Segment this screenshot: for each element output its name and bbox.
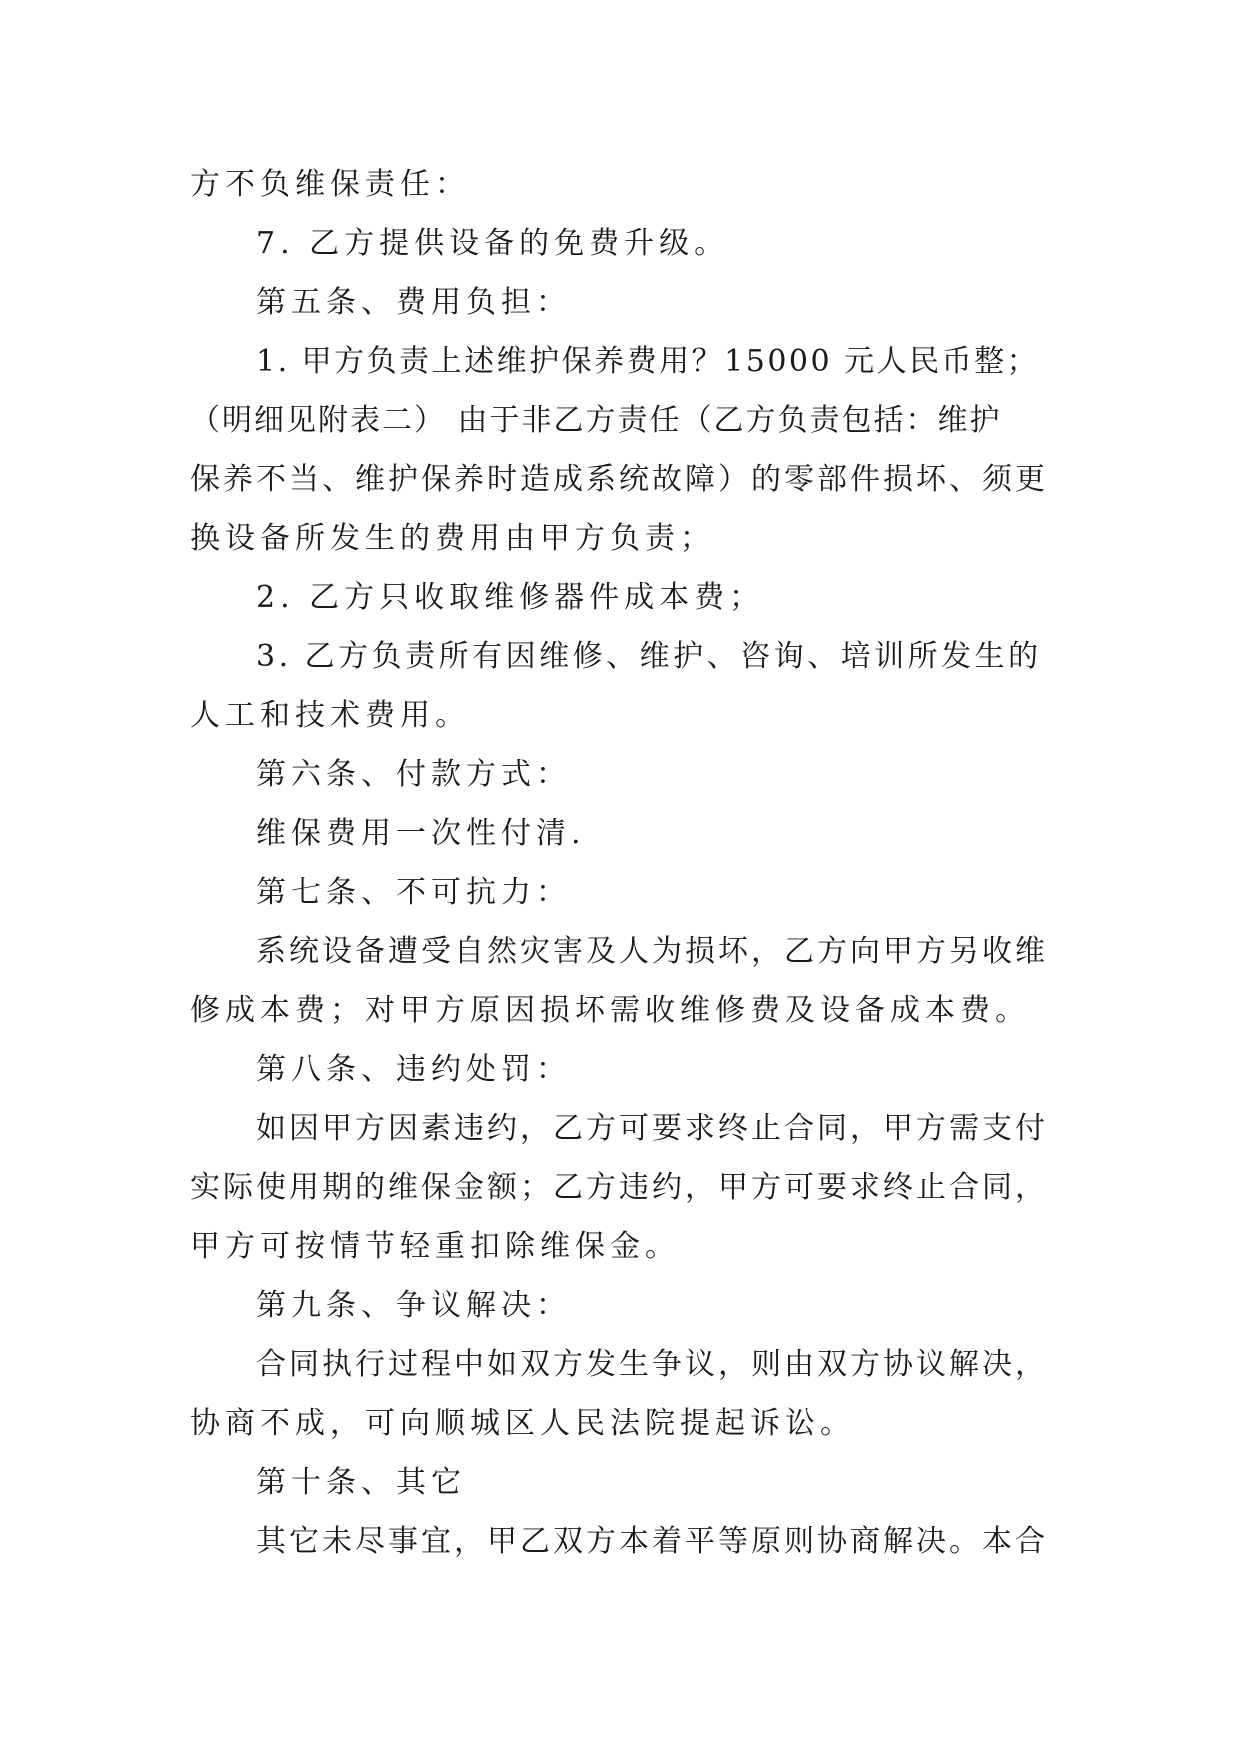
section-heading: 第八条、违约处罚： — [256, 1052, 571, 1087]
text-line: 如因甲方因素违约，乙方可要求终止合同，甲方需支付 — [256, 1111, 1048, 1146]
text-line: 系统设备遭受自然灾害及人为损坏，乙方向甲方另收维 — [256, 934, 1048, 969]
text-line: 维保费用一次性付清. — [256, 816, 586, 851]
text-line: 甲方可按情节轻重扣除维保金。 — [190, 1229, 680, 1264]
text-line: 修成本费；对甲方原因损坏需收维修费及设备成本费。 — [190, 993, 1030, 1028]
text-line: 2. 乙方只收取维修器件成本费； — [256, 580, 765, 615]
text-line: 1. 甲方负责上述维护保养费用？15000 元人民币整； — [256, 344, 1040, 379]
text-line: 实际使用期的维保金额；乙方违约，甲方可要求终止合同， — [190, 1170, 1048, 1205]
text-line: （明细见附表二） 由于非乙方责任（乙方负责包括：维护 — [190, 403, 1002, 438]
text-line: 合同执行过程中如双方发生争议，则由双方协议解决， — [256, 1347, 1048, 1382]
text-line: 7. 乙方提供设备的免费升级。 — [256, 226, 730, 261]
text-line: 保养不当、维护保养时造成系统故障）的零部件损坏、须更 — [190, 462, 1048, 497]
text-line: 人工和技术费用。 — [190, 698, 470, 733]
text-line: 方不负维保责任： — [190, 167, 470, 202]
section-heading: 第九条、争议解决： — [256, 1288, 571, 1323]
text-line: 协商不成，可向顺城区人民法院提起诉讼。 — [190, 1406, 855, 1441]
text-line: 3. 乙方负责所有因维修、维护、咨询、培训所发生的 — [256, 639, 1042, 674]
section-heading: 第五条、费用负担： — [256, 285, 571, 320]
section-heading: 第六条、付款方式： — [256, 757, 571, 792]
section-heading: 第十条、其它 — [256, 1465, 466, 1500]
text-line: 换设备所发生的费用由甲方负责； — [190, 521, 715, 556]
text-line: 其它未尽事宜，甲乙双方本着平等原则协商解决。本合 — [256, 1524, 1048, 1559]
section-heading: 第七条、不可抗力： — [256, 875, 571, 910]
document-body — [190, 155, 1050, 1571]
